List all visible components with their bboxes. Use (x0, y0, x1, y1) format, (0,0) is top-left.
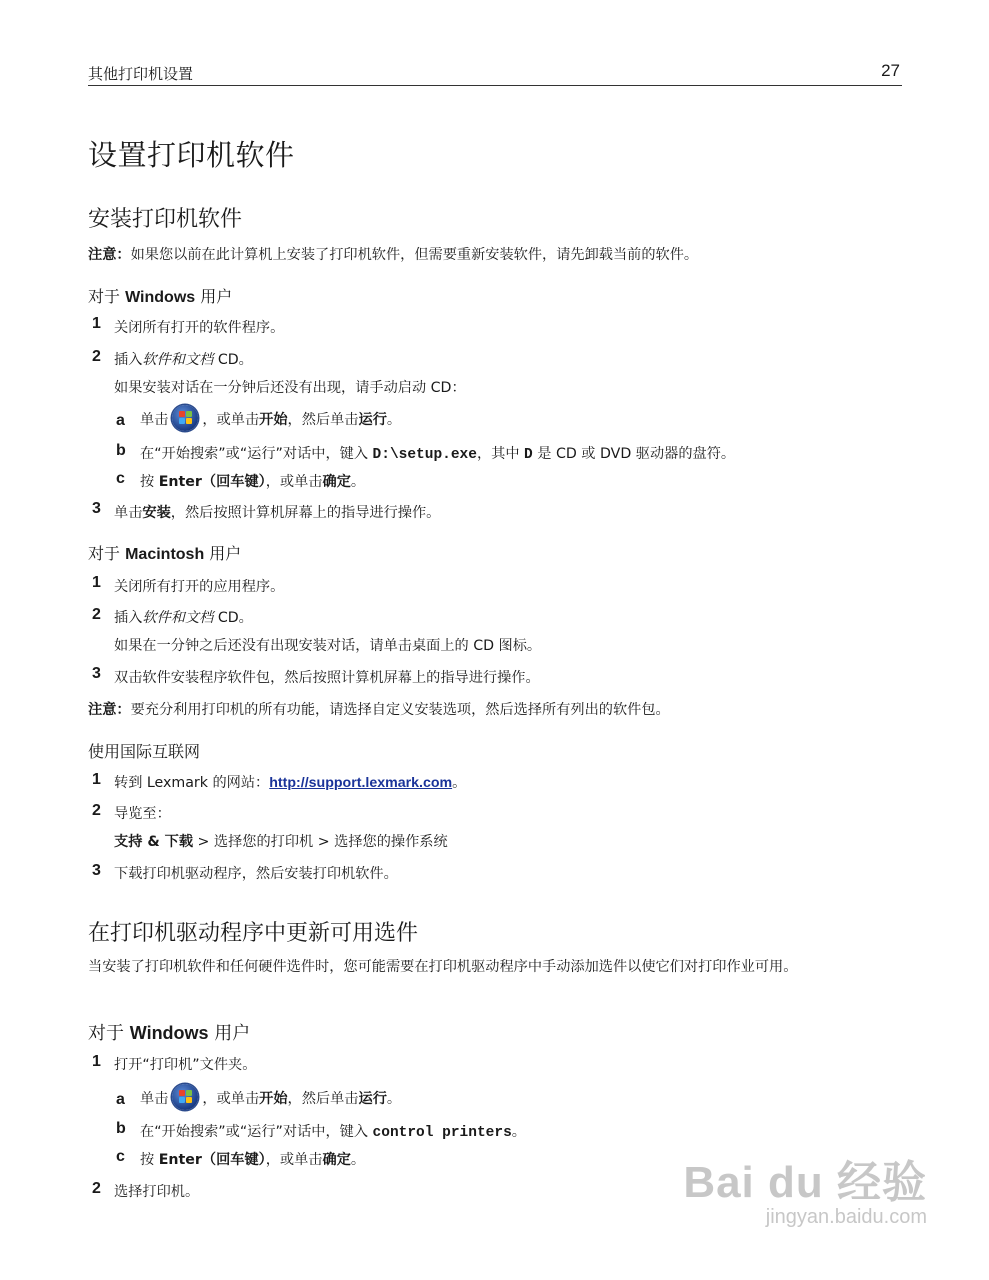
windows-start-icon[interactable] (172, 405, 198, 431)
step-number: 2 (92, 1180, 101, 1197)
substep-letter: b (116, 1120, 126, 1137)
update-intro: 当安装了打印机软件和任何硬件选件时，您可能需要在打印机驱动程序中手动添加选件以使它们对打印作业可用。 (88, 959, 798, 975)
mac-heading: 对于 Macintosh 用户 (88, 544, 242, 563)
step-number: 2 (92, 348, 101, 365)
page-title: 设置打印机软件 (88, 138, 295, 172)
step-text: 单击安装，然后按照计算机屏幕上的指导进行操作。 (114, 505, 441, 521)
note-label: 注意： (88, 247, 131, 263)
update-heading: 在打印机驱动程序中更新可用选件 (88, 921, 419, 946)
step-number: 2 (92, 606, 101, 623)
mac-note: 注意：要充分利用打印机的所有功能，请选择自定义安装选项，然后选择所有列出的软件包。 (88, 702, 670, 718)
step-text: 打开“打印机”文件夹。 (114, 1057, 257, 1073)
substep-text: 在“开始搜索”或“运行”对话中，键入 control printers。 (140, 1124, 526, 1141)
watermark-url: jingyan.baidu.com (765, 1206, 927, 1228)
step-text: 导览至： (114, 806, 171, 822)
step-number: 3 (92, 665, 101, 682)
step-number: 1 (92, 315, 101, 332)
substep-text: 按 Enter（回车键），或单击确定。 (140, 1152, 366, 1168)
navigation-path: 支持 & 下载 > 选择您的打印机 > 选择您的操作系统 (114, 834, 448, 850)
step-text: 关闭所有打开的应用程序。 (114, 579, 285, 595)
step-subtext: 如果在一分钟之后还没有出现安装对话，请单击桌面上的 CD 图标。 (114, 638, 542, 654)
step-text: 选择打印机。 (114, 1184, 200, 1200)
step-text: 转到 Lexmark 的网站：http://support.lexmark.com。 (114, 775, 467, 791)
step-text: 关闭所有打开的软件程序。 (114, 320, 285, 336)
watermark-brand: Bai du 经验 (683, 1158, 927, 1207)
substep-text: 单击 ，或单击开始，然后单击运行。 (140, 1084, 401, 1114)
substep-text: 按 Enter（回车键），或单击确定。 (140, 474, 366, 490)
page-number: 27 (881, 61, 900, 80)
lexmark-support-link[interactable]: http://support.lexmark.com (269, 775, 453, 791)
step-number: 1 (92, 771, 101, 788)
baidu-watermark (683, 1146, 927, 1229)
step-number: 1 (92, 574, 101, 591)
install-note (88, 244, 698, 264)
step-text: 插入软件和文档 CD。 (114, 352, 253, 368)
windows-start-icon[interactable] (172, 1084, 198, 1110)
substep-text: 单击 ，或单击开始，然后单击运行。 (140, 405, 401, 435)
step-number: 1 (92, 1053, 101, 1070)
update-windows-heading: 对于 Windows 用户 (88, 1023, 251, 1044)
web-heading: 使用国际互联网 (88, 742, 201, 761)
step-number: 3 (92, 862, 101, 879)
substep-letter: b (116, 442, 126, 459)
header-section-title: 其他打印机设置 (88, 65, 194, 83)
windows-heading: 对于 Windows 用户 (88, 287, 233, 306)
note-text: 如果您以前在此计算机上安装了打印机软件，但需要重新安装软件，请先卸载当前的软件。 (130, 247, 699, 263)
step-text: 双击软件安装程序软件包，然后按照计算机屏幕上的指导进行操作。 (114, 670, 540, 686)
step-text: 插入软件和文档 CD。 (114, 610, 253, 626)
substep-text: 在“开始搜索”或“运行”对话中，键入 D:\setup.exe，其中 D 是 CD 或 DVD 驱动器的盘符。 (140, 446, 736, 463)
install-heading: 安装打印机软件 (88, 207, 243, 232)
substep-letter: a (116, 1091, 125, 1108)
substep-letter: a (116, 412, 125, 429)
step-text: 下载打印机驱动程序，然后安装打印机软件。 (114, 866, 398, 882)
step-number: 3 (92, 500, 101, 517)
step-subtext: 如果安装对话在一分钟后还没有出现，请手动启动 CD： (114, 380, 466, 396)
substep-letter: c (116, 470, 125, 487)
page-header (88, 61, 902, 86)
step-number: 2 (92, 802, 101, 819)
substep-letter: c (116, 1148, 125, 1165)
